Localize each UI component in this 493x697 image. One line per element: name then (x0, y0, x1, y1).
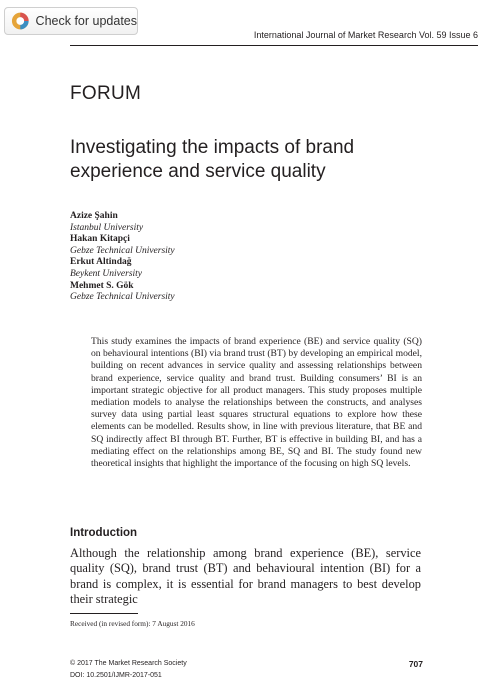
article-title-line-2: experience and service quality (70, 161, 326, 182)
article-title-line-1: Investigating the impacts of brand (70, 137, 355, 158)
doi-link[interactable]: DOI: 10.2501/IJMR-2017-051 (70, 672, 162, 679)
author-name: Hakan Kitapçi (70, 234, 130, 245)
author-name: Erkut Altindağ (70, 257, 132, 268)
check-for-updates-label: Check for updates (35, 14, 137, 28)
footnote-divider (70, 613, 138, 614)
abstract-text: This study examines the impacts of brand experience (BE) and service quality (SQ) on behavioural intentions (BI) via brand trust (BT) by developing an empirical model, building on recent advances in service quality and assessing relationships between brand experience, service quality and brand trust. Building consumers’ BI is an important strategic objective for all product managers. This study proposes multiple mediation models to analyse the relationships between the constructs, and analyses survey data using partial least squares structural equations to explore how these elements can be modelled. Results show, in line with previous literature, that BE and SQ indirectly affect BI through BT. Further, BT is effective in building BI, and has a mediating effect on the relationships among BE, SQ and BI. The study found new theoretical insights that highlight the importance of the focusing on high SQ levels. (91, 336, 422, 470)
introduction-body: Although the relationship among brand experience (BE), service quality (SQ), brand trust (BT) and behavioural intention (BI) for a brand is complex, it is essential for brand managers to best develop their strategic (70, 546, 421, 607)
author-affiliation: Gebze Technical University (70, 292, 175, 303)
check-for-updates-button[interactable] (4, 7, 138, 35)
introduction-heading: Introduction (70, 527, 138, 539)
author-name: Mehmet S. Gök (70, 280, 134, 291)
copyright-notice: © 2017 The Market Research Society (70, 660, 187, 667)
journal-header: International Journal of Market Research Vol. 59 Issue 6 (253, 30, 478, 40)
received-footnote: Received (in revised form): 7 August 2016 (70, 619, 195, 628)
section-label: FORUM (70, 83, 142, 104)
article-title (70, 136, 430, 184)
author-affiliation: Beykent University (70, 268, 143, 279)
author-name: Azize Şahin (70, 211, 118, 221)
header-divider (70, 45, 478, 46)
check-for-updates-icon (11, 11, 30, 31)
author-list (70, 211, 370, 304)
author-affiliation: Istanbul University (70, 222, 144, 233)
page-number: 707 (408, 659, 423, 669)
author-affiliation: Gebze Technical University (70, 245, 175, 256)
